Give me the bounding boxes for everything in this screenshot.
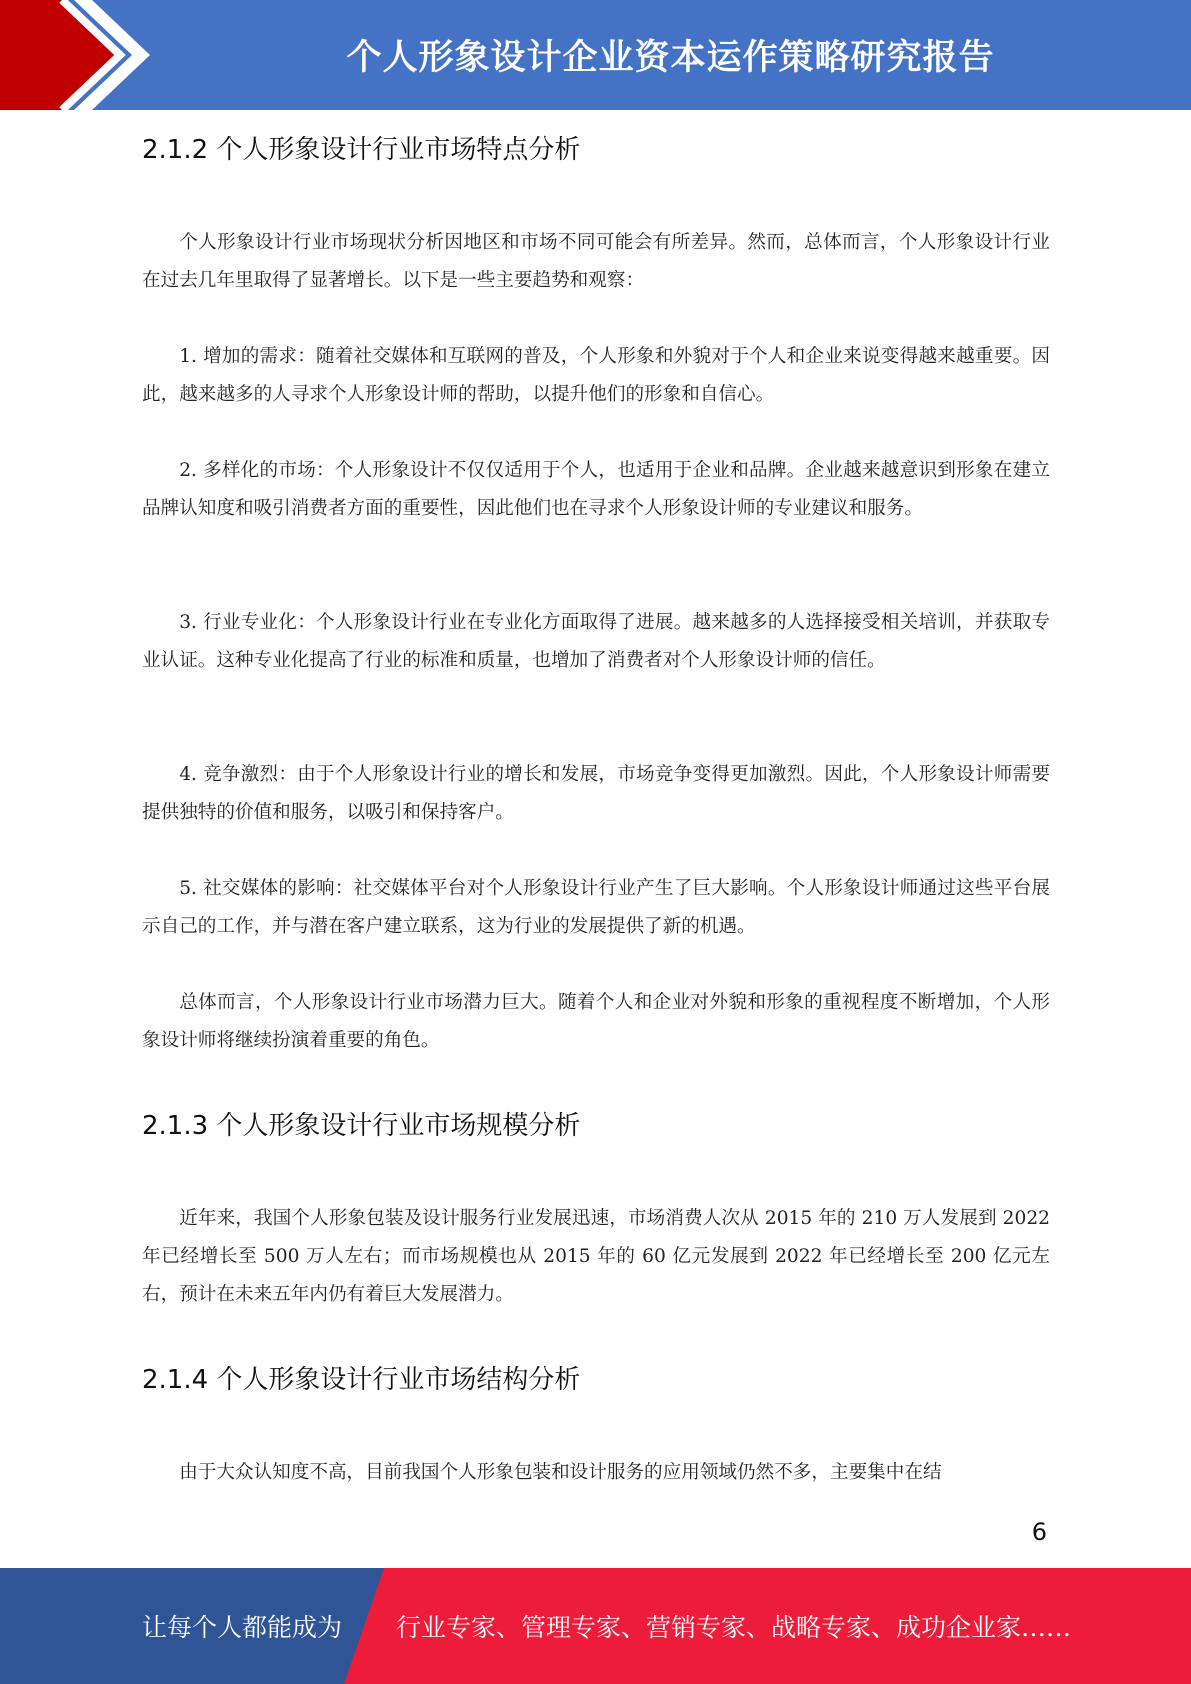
page-number: 6 <box>1031 1518 1047 1546</box>
list-item: 4. 竞争激烈：由于个人形象设计行业的增长和发展，市场竞争变得更加激烈。因此，个人形象设计师需要提供独特的价值和服务，以吸引和保持客户。 <box>142 764 1050 823</box>
paragraph: 由于大众认知度不高，目前我国个人形象包装和设计服务的应用领域仍然不多，主要集中在结 <box>179 1462 942 1483</box>
section-heading: 2.1.4 个人形象设计行业市场结构分析 <box>142 1365 581 1395</box>
list-item: 2. 多样化的市场：个人形象设计不仅仅适用于个人，也适用于企业和品牌。企业越来越意识到形象在建立品牌认知度和吸引消费者方面的重要性，因此他们也在寻求个人形象设计师的专业建议和服务。 <box>142 460 1050 519</box>
page-footer <box>0 1568 1191 1684</box>
footer-slogan-left: 让每个人都能成为 <box>142 1613 343 1642</box>
section-heading: 2.1.2 个人形象设计行业市场特点分析 <box>142 135 581 165</box>
paragraph: 总体而言，个人形象设计行业市场潜力巨大。随着个人和企业对外貌和形象的重视程度不断增加，个人形象设计师将继续扮演着重要的角色。 <box>142 992 1050 1051</box>
paragraph: 近年来，我国个人形象包装及设计服务行业发展迅速，市场消费人次从 2015 年的 210 万人发展到 2022 年已经增长至 500 万人左右；而市场规模也从 2015 年的 60 亿元发展到 2022 年已经增长至 200 亿元左右，预计在未来五年内仍有着巨大发展潜力。 <box>142 1208 1050 1305</box>
list-item: 1. 增加的需求：随着社交媒体和互联网的普及，个人形象和外貌对于个人和企业来说变得越来越重要。因此，越来越多的人寻求个人形象设计师的帮助，以提升他们的形象和自信心。 <box>142 346 1050 405</box>
chevron-arrow-icon <box>0 0 160 110</box>
report-title: 个人形象设计企业资本运作策略研究报告 <box>346 38 995 78</box>
list-item: 5. 社交媒体的影响：社交媒体平台对个人形象设计行业产生了巨大影响。个人形象设计师通过这些平台展示自己的工作，并与潜在客户建立联系，这为行业的发展提供了新的机遇。 <box>142 878 1050 937</box>
list-item: 3. 行业专业化：个人形象设计行业在专业化方面取得了进展。越来越多的人选择接受相关培训，并获取专业认证。这种专业化提高了行业的标准和质量，也增加了消费者对个人形象设计师的信任。 <box>142 612 1050 671</box>
section-heading: 2.1.3 个人形象设计行业市场规模分析 <box>142 1111 581 1141</box>
footer-slogan-right: 行业专家、管理专家、营销专家、战略专家、成功企业家…… <box>396 1613 1072 1642</box>
page-header <box>0 0 1191 110</box>
paragraph: 个人形象设计行业市场现状分析因地区和市场不同可能会有所差异。然而，总体而言，个人形象设计行业在过去几年里取得了显著增长。以下是一些主要趋势和观察： <box>142 232 1050 291</box>
